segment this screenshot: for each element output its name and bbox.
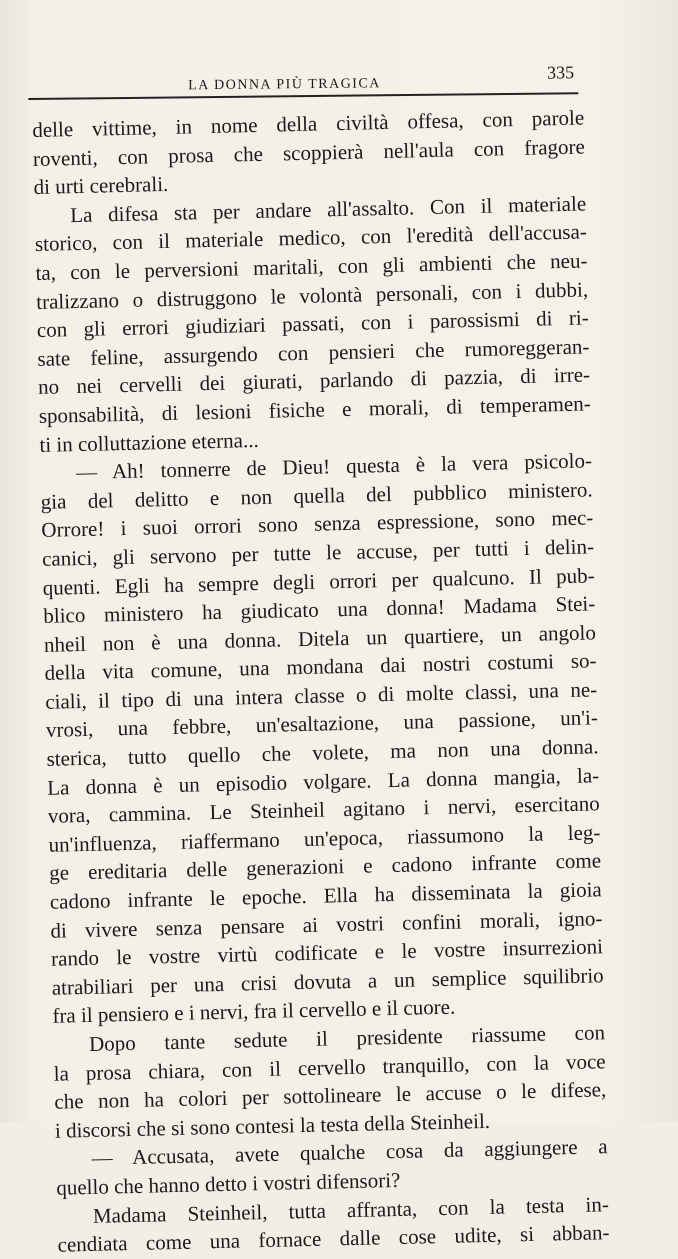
running-title: LA DONNA PIÙ TRAGICA [188,76,381,94]
text-line: ta, con le perversioni maritali, con gli ambienti che neu- [35,248,588,285]
text-line: con gli errori giudiziari passati, con i parossismi di ri- [36,305,589,343]
text-line: roventi, con prosa che scoppierà nell'aula con fragore [32,134,586,171]
text-line: tralizzano o distruggono le volontà personali, con i dubbi, [35,276,589,314]
text-line: storico, con il materiale medico, con l'eredità dell'accusa- [34,219,588,257]
text-line: — Ah! tonnerre de Dieu! questa è la vera psicolo- [75,448,593,485]
text-line: fra il pensiero e i nervi, fra il cervello e il cuore. [52,995,456,1029]
text-line: vrosi, una febbre, un'esaltazione, una passione, un'i- [45,705,599,743]
text-line: rando le vostre virtù codificate e le vostre insurrezioni [50,934,604,971]
text-line: Orrore! i suoi orrori sono senza espressione, sono mec- [41,505,594,543]
text-line: sterica, tutto quello che volete, ma non una donna. [46,734,599,771]
text-line: quello che hanno detto i vostri difensori? [56,1167,401,1200]
text-line: sponsabilità, di lesioni fisiche e morali, di temperamen- [38,391,591,428]
page-number: 335 [546,62,575,83]
body-text [32,103,610,1259]
text-line: vora, cammina. Le Steinheil agitano i nervi, esercitano [47,791,601,829]
text-line: di vivere senza pensare ai vostri confini morali, igno- [50,905,603,943]
page-header [28,62,578,100]
text-line: i discorsi che si sono contesi la testa della Steinheil. [54,1108,491,1143]
text-line: della vita comune, una mondana dai nostri costumi so- [44,648,597,686]
text-line: di urti cerebrali. [33,172,169,200]
text-line: — Accusata, avete qualche cosa da aggiungere a [91,1134,608,1171]
text-line: la prosa chiara, con il cervello tranquillo, con la voce [53,1048,606,1086]
text-line: ciali, il tipo di una intera classe o di molte classi, una ne- [45,677,598,714]
text-line: gia del delitto e non quella del pubblico ministero. [40,477,593,514]
text-line: che non ha colori per sottolineare le accuse o le difese, [54,1077,607,1114]
text-line: Madama Steinheil, tutta affranta, con la testa in- [92,1191,610,1228]
text-line: nheil non è una donna. Ditela un quartiere, un angolo [43,620,597,657]
text-line: delle vittime, in nome della civiltà offesa, con parole [32,105,585,142]
text-line: un'influenza, riaffermano un'epoca, riassumono la leg- [48,820,601,857]
text-line: quenti. Egli ha sempre degli orrori per qualcuno. Il pub- [42,562,595,600]
text-line: La difesa sta per andare all'assalto. Con il materiale [69,191,587,227]
text-line: ge ereditaria delle generazioni e cadono infrante come [48,848,602,886]
text-line: cadono infrante le epoche. Ella ha disseminata la gioia [49,877,602,914]
text-line: cendiata come una fornace dalle cose udite, si abban- [57,1220,610,1257]
text-line: no nei cervelli dei giurati, parlando di pazzia, di irre- [37,362,591,400]
text-line: La donna è un episodio volgare. La donna mangia, la- [46,762,600,800]
text-line: ti in colluttazione eterna... [39,427,259,457]
text-line: canici, gli servono per tutte le accuse, per tutti i delin- [41,534,595,571]
text-line: Dopo tante sedute il presidente riassume con [88,1020,606,1056]
text-line: sate feline, assurgendo con pensieri che rumoreggeran- [37,334,590,371]
text-line: atrabiliari per una crisi dovuta a un semplice squilibrio [51,963,604,1000]
text-line: blico ministero ha giudicato una donna! Madama Stei- [43,591,596,628]
